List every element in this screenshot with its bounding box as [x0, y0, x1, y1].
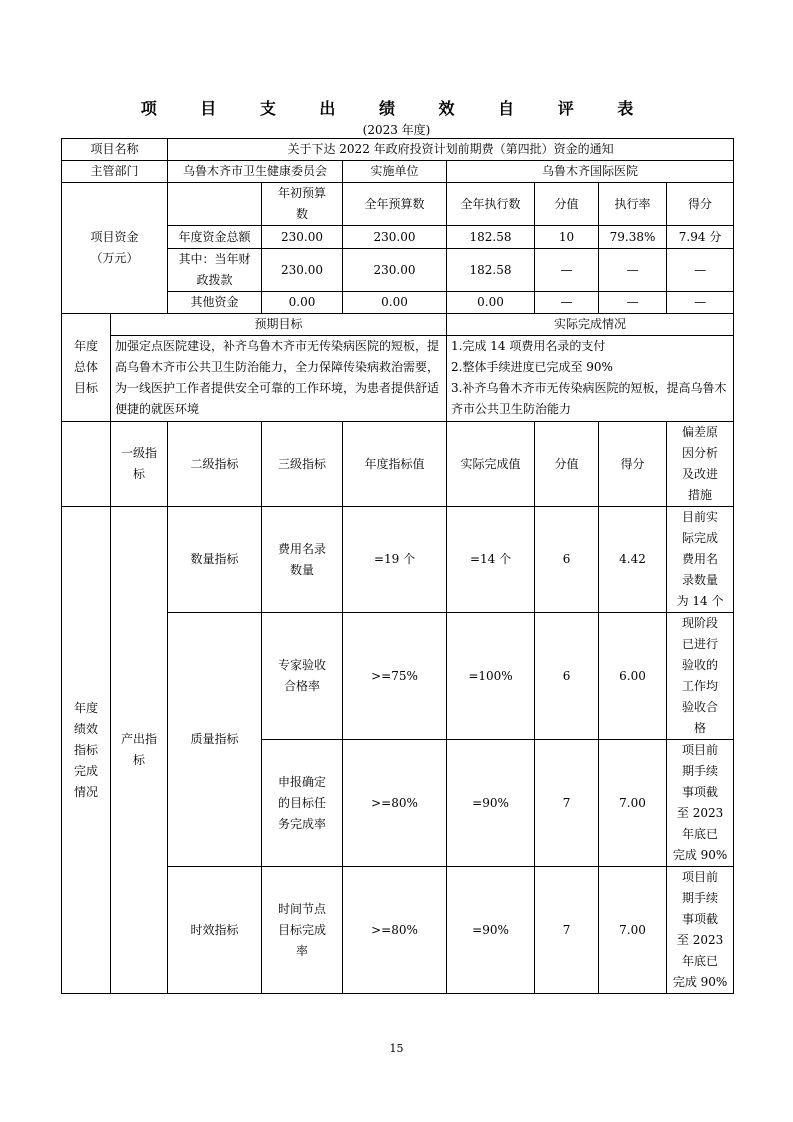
indicator-score: 7.00	[599, 740, 667, 867]
funds-row-label: 其中：当年财 政拨款	[168, 249, 262, 292]
department-row	[62, 161, 734, 183]
funds-label-text: 项目资金 （万元）	[90, 230, 139, 265]
dept-value: 乌鲁木齐市卫生健康委员会	[168, 161, 343, 183]
indicator-actual: =90%	[447, 867, 535, 994]
funds-cell: —	[535, 292, 599, 314]
funds-cell: —	[667, 249, 734, 292]
indicator-header-target: 年度指标值	[343, 422, 447, 507]
indicator-header-l2: 二级指标	[168, 422, 262, 507]
indicator-level2-quality: 质量指标	[168, 613, 262, 867]
indicator-score-max: 6	[535, 613, 599, 740]
goals-content-row	[62, 336, 734, 422]
indicator-level3: 申报确定 的目标任 务完成率	[262, 740, 343, 867]
funds-header-row	[62, 183, 734, 226]
page-number: 15	[389, 1042, 404, 1055]
indicator-deviation-note: 项目前 期手续 事项截 至 2023 年底已 完成 90%	[667, 867, 734, 994]
page-subtitle: (2023 年度)	[362, 123, 431, 137]
funds-cell: 230.00	[343, 226, 447, 249]
funds-cell: —	[599, 292, 667, 314]
funds-cell: 230.00	[262, 249, 343, 292]
expected-goal-text: 加强定点医院建设，补齐乌鲁木齐市无传染病医院的短板，提高乌鲁木齐市公共卫生防治能力，全力保障传染病救治需要，为一线医护工作者提供安全可靠的工作环境，为患者提供舒适便捷的就医环境	[111, 336, 447, 422]
funds-cell: 182.58	[447, 249, 535, 292]
indicator-section-label	[62, 507, 111, 994]
actual-goal-line: 1.完成 14 项费用名录的支付	[451, 339, 606, 353]
project-name-value: 关于下达 2022 年政府投资计划前期费（第四批）资金的通知	[168, 139, 734, 161]
funds-cell: 0.00	[343, 292, 447, 314]
indicator-score-max: 7	[535, 867, 599, 994]
funds-cell: 10	[535, 226, 599, 249]
funds-cell: 230.00	[262, 226, 343, 249]
funds-row-label: 年度资金总额	[168, 226, 262, 249]
expected-goal-header: 预期目标	[111, 314, 447, 336]
impl-value: 乌鲁木齐国际医院	[447, 161, 734, 183]
funds-header-score: 得分	[667, 183, 734, 226]
indicator-level3: 专家验收 合格率	[262, 613, 343, 740]
indicator-score-max: 7	[535, 740, 599, 867]
funds-cell: 79.38%	[599, 226, 667, 249]
indicator-level3: 时间节点 目标完成 率	[262, 867, 343, 994]
indicator-header-score-max: 分值	[535, 422, 599, 507]
funds-label	[62, 183, 168, 314]
indicator-actual: =100%	[447, 613, 535, 740]
indicator-deviation-note: 现阶段 已进行 验收的 工作均 验收合 格	[667, 613, 734, 740]
goals-label-text: 年度 总体 目标	[73, 339, 98, 395]
indicator-deviation-note: 目前实 际完成 费用名 录数量 为 14 个	[667, 507, 734, 613]
indicator-row-quantity	[62, 507, 734, 613]
indicator-header-row	[62, 422, 734, 507]
goals-header-row	[62, 314, 734, 336]
page-title: 项 目 支 出 绩 效 自 评 表	[140, 99, 653, 118]
indicator-actual: =14 个	[447, 507, 535, 613]
actual-goal-text	[447, 336, 734, 422]
indicator-score: 7.00	[599, 867, 667, 994]
indicator-header-deviation: 偏差原 因分析 及改进 措施	[667, 422, 734, 507]
project-name-label: 项目名称	[62, 139, 168, 161]
funds-cell: 7.94 分	[667, 226, 734, 249]
funds-cell: —	[535, 249, 599, 292]
indicator-header-l3: 三级指标	[262, 422, 343, 507]
funds-header-executed: 全年执行数	[447, 183, 535, 226]
indicator-header-actual: 实际完成值	[447, 422, 535, 507]
indicator-target: >=80%	[343, 740, 447, 867]
actual-goal-line: 2.整体手续进度已完成至 90%	[451, 360, 613, 374]
indicator-score-max: 6	[535, 507, 599, 613]
indicator-score: 4.42	[599, 507, 667, 613]
indicator-score: 6.00	[599, 613, 667, 740]
indicator-actual: =90%	[447, 740, 535, 867]
funds-cell: —	[599, 249, 667, 292]
actual-goal-header: 实际完成情况	[447, 314, 734, 336]
funds-header-initial: 年初预算 数	[262, 183, 343, 226]
impl-label: 实施单位	[343, 161, 447, 183]
indicator-level2-time: 时效指标	[168, 867, 262, 994]
indicator-deviation-note: 项目前 期手续 事项截 至 2023 年底已 完成 90%	[667, 740, 734, 867]
funds-cell: 230.00	[343, 249, 447, 292]
indicator-level1	[111, 507, 168, 994]
dept-label: 主管部门	[62, 161, 168, 183]
goals-label	[62, 314, 111, 422]
funds-cell: 0.00	[262, 292, 343, 314]
funds-cell: —	[667, 292, 734, 314]
indicator-level3: 费用名录 数量	[262, 507, 343, 613]
indicator-header-l1: 一级指 标	[111, 422, 168, 507]
indicator-level1-text: 产出指 标	[121, 732, 158, 767]
funds-header-rate: 执行率	[599, 183, 667, 226]
project-name-row	[62, 139, 734, 161]
indicator-target: >=80%	[343, 867, 447, 994]
funds-row-label: 其他资金	[168, 292, 262, 314]
self-evaluation-table	[61, 138, 734, 994]
indicator-header-score: 得分	[599, 422, 667, 507]
actual-goal-line: 3.补齐乌鲁木齐市无传染病医院的短板，提高乌鲁木齐市公共卫生防治能力	[451, 381, 727, 416]
indicator-target: >=75%	[343, 613, 447, 740]
indicator-section-label-text: 年度 绩效 指标 完成 情况	[73, 700, 98, 799]
funds-cell: 0.00	[447, 292, 535, 314]
funds-header-score-max: 分值	[535, 183, 599, 226]
indicator-level2-quantity: 数量指标	[168, 507, 262, 613]
indicator-target: =19 个	[343, 507, 447, 613]
funds-cell: 182.58	[447, 226, 535, 249]
funds-header-annual: 全年预算数	[343, 183, 447, 226]
